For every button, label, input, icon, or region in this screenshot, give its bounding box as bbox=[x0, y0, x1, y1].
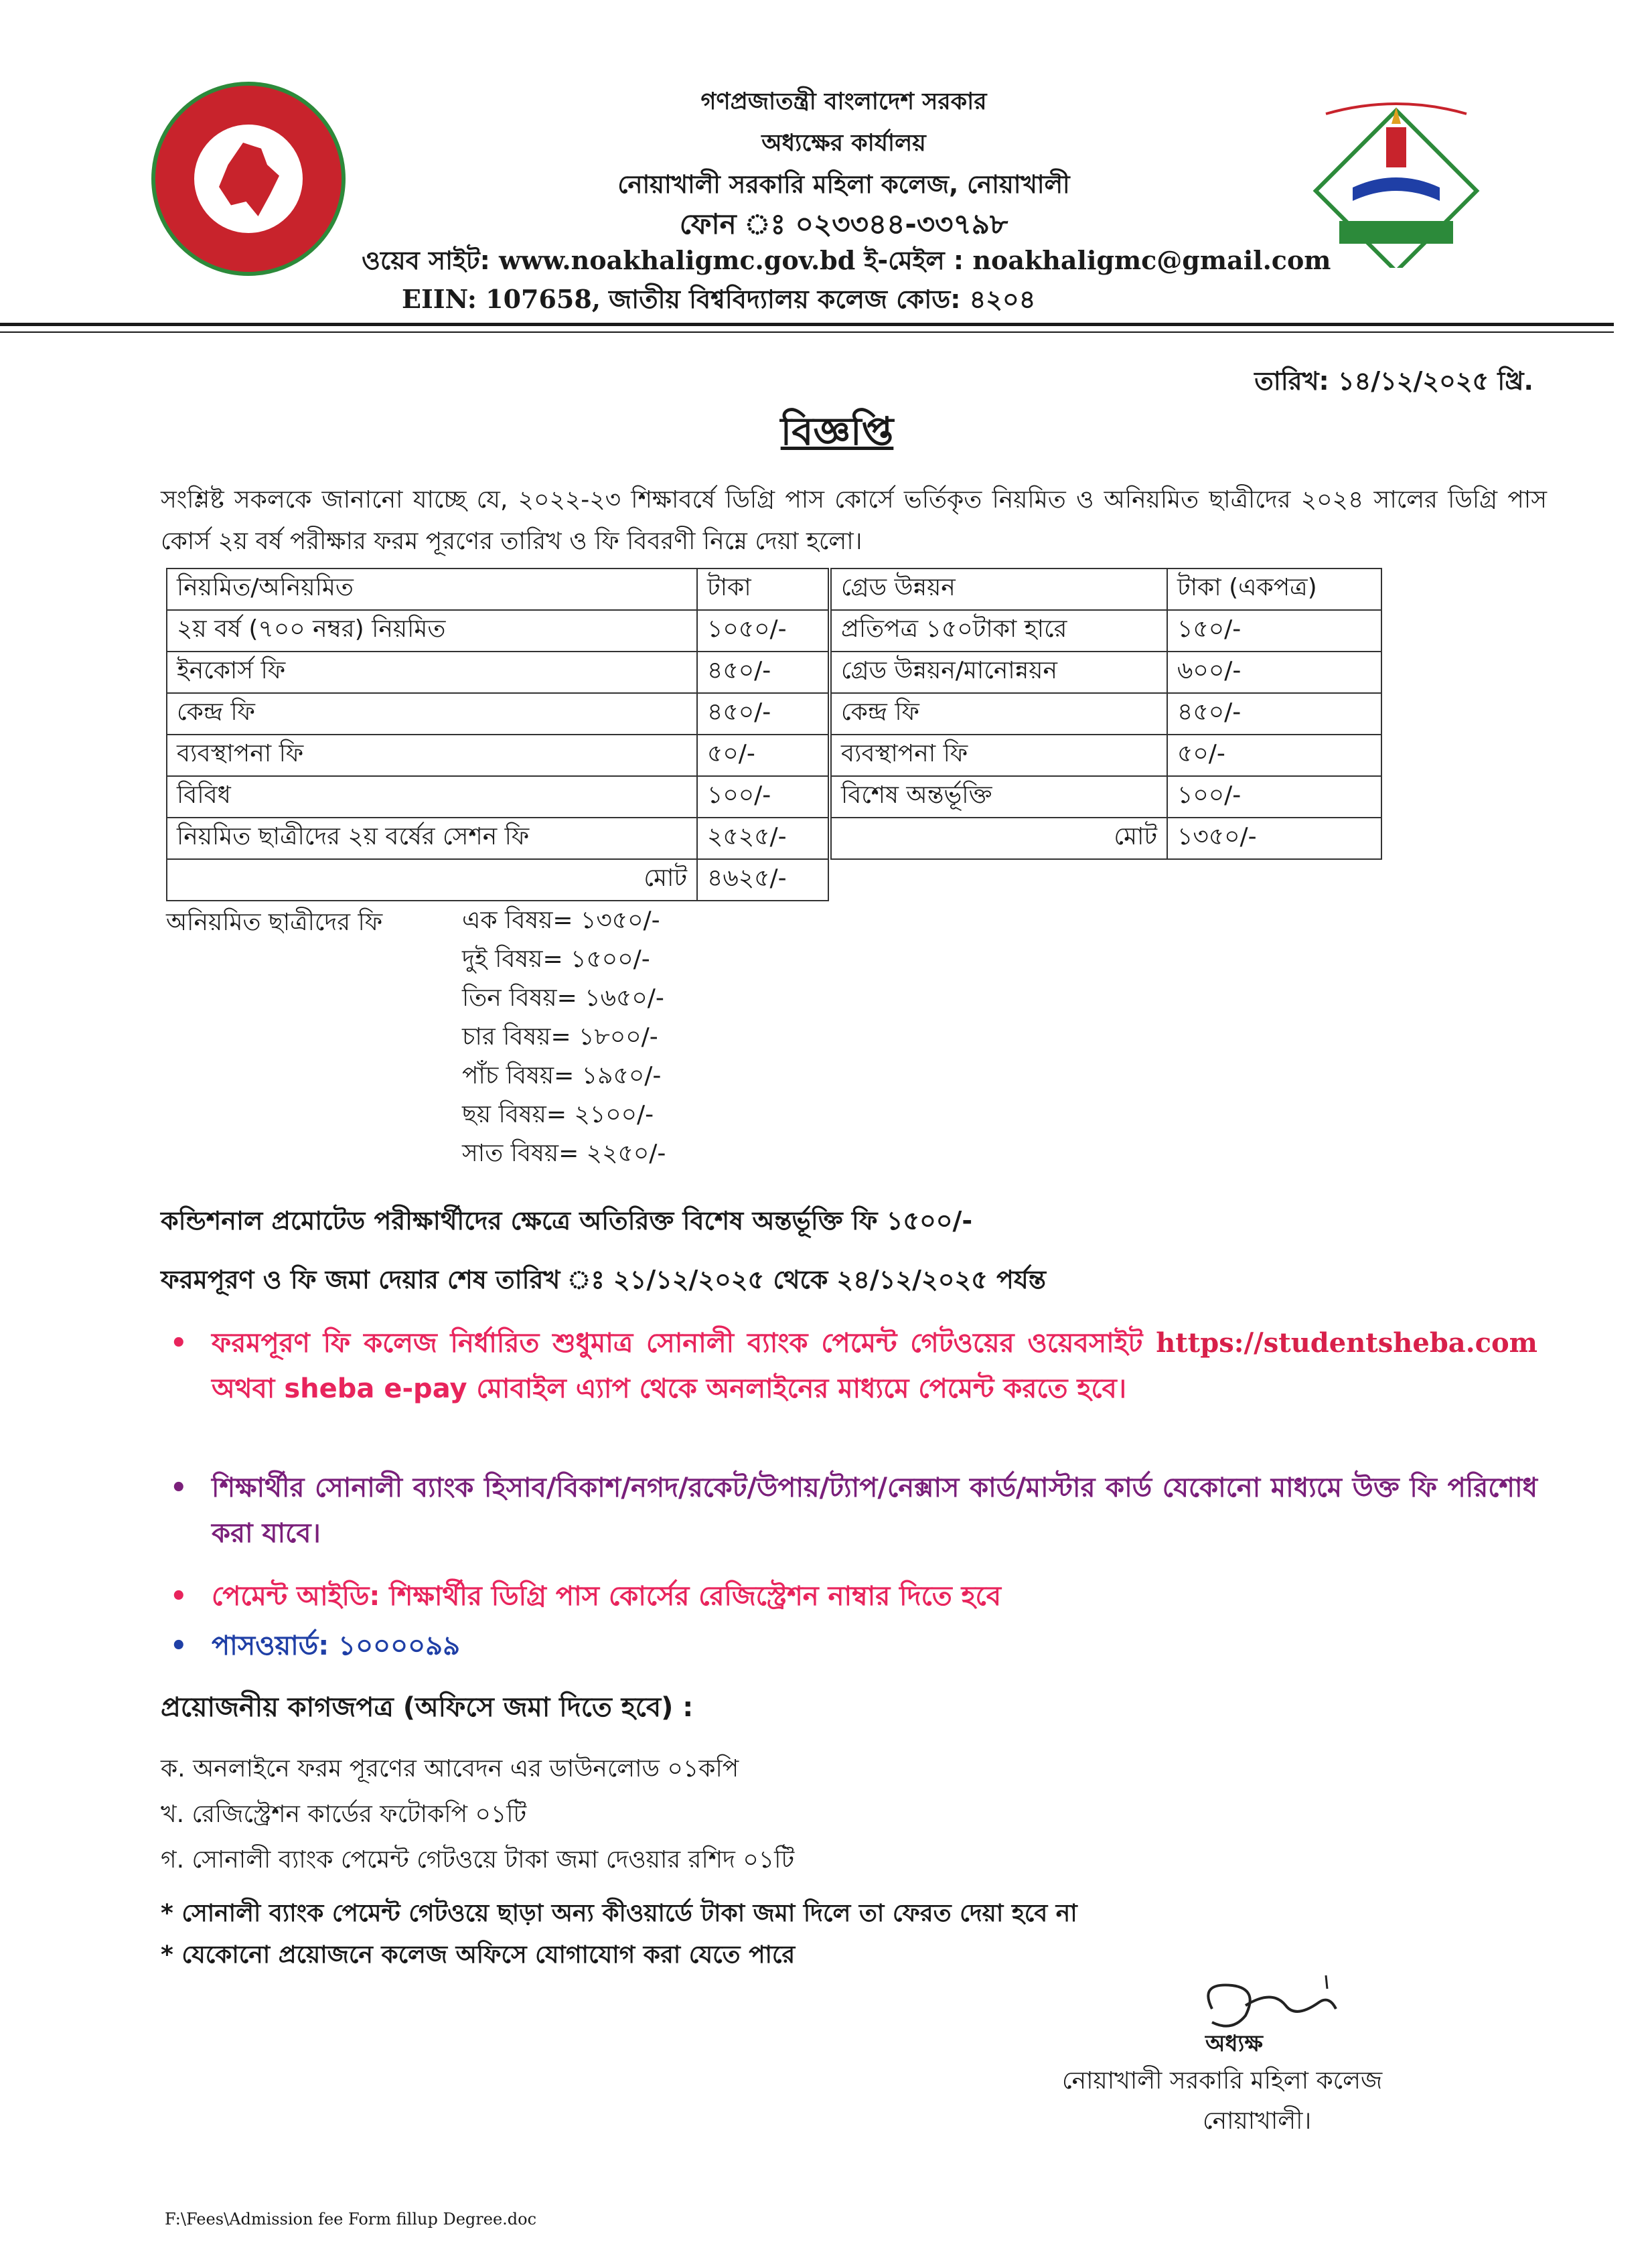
regular-fee-table bbox=[166, 568, 829, 901]
government-seal-logo bbox=[151, 82, 346, 276]
bullet-text: মোবাইল এ্যাপ থেকে অনলাইনের মাধ্যমে পেমেন্ট করতে হবে। bbox=[476, 1373, 1127, 1404]
table-cell: ব্যবস্থাপনা ফি bbox=[167, 735, 697, 776]
table-cell: ৪৫০/- bbox=[1167, 693, 1381, 735]
total-value: ১৩৫০/- bbox=[1167, 818, 1381, 859]
list-item: তিন বিষয়= ১৬৫০/- bbox=[462, 984, 664, 1012]
table-cell: ৬০০/- bbox=[1167, 652, 1381, 693]
nu-code: জাতীয় বিশ্ববিদ্যালয় কলেজ কোড: ৪২০৪ bbox=[609, 285, 1036, 314]
list-item: চার বিষয়= ১৮০০/- bbox=[462, 1023, 658, 1051]
list-item: এক বিষয়= ১৩৫০/- bbox=[462, 907, 660, 934]
website-label: ওয়েব সাইট: bbox=[362, 246, 490, 275]
table-cell: কেন্দ্র ফি bbox=[167, 693, 697, 735]
table-total-row bbox=[831, 818, 1381, 859]
table-cell: ১০০/- bbox=[1167, 776, 1381, 818]
table-row bbox=[831, 693, 1381, 735]
signatory-college: নোয়াখালী সরকারি মহিলা কলেজ bbox=[1062, 2067, 1383, 2095]
header-divider-thin bbox=[0, 331, 1614, 333]
file-path-footer: F:\Fees\Admission fee Form fillup Degree.doc bbox=[165, 2210, 537, 2229]
table-cell: ১৫০/- bbox=[1167, 610, 1381, 652]
table-header: নিয়মিত/অনিয়মিত bbox=[167, 569, 697, 610]
website-link[interactable]: www.noakhaligmc.gov.bd bbox=[499, 245, 856, 275]
list-item: সাত বিষয়= ২২৫০/- bbox=[462, 1140, 666, 1167]
list-item: পাঁচ বিষয়= ১৯৫০/- bbox=[462, 1062, 662, 1089]
total-value: ৪৬২৫/- bbox=[697, 859, 828, 901]
grade-improvement-table bbox=[830, 568, 1382, 860]
header-college: নোয়াখালী সরকারি মহিলা কলেজ, নোয়াখালী bbox=[617, 170, 1070, 199]
table-cell: ১০০/- bbox=[697, 776, 828, 818]
irregular-fee-label: অনিয়মিত ছাত্রীদের ফি bbox=[166, 909, 383, 936]
documents-title: প্রয়োজনীয় কাগজপত্র (অফিসে জমা দিতে হবে) : bbox=[161, 1692, 694, 1723]
table-cell: ২য় বর্ষ (৭০০ নম্বর) নিয়মিত bbox=[167, 610, 697, 652]
studentsheba-link[interactable]: https://studentsheba.com bbox=[1156, 1327, 1537, 1359]
table-cell: ইনকোর্স ফি bbox=[167, 652, 697, 693]
signatory-title: অধ্যক্ষ bbox=[1205, 2030, 1263, 2057]
table-cell: প্রতিপত্র ১৫০টাকা হারে bbox=[831, 610, 1167, 652]
header-office: অধ্যক্ষের কার্যালয় bbox=[761, 130, 926, 157]
list-item: খ. রেজিস্ট্রেশন কার্ডের ফটোকপি ০১টি bbox=[161, 1801, 527, 1828]
table-cell: কেন্দ্র ফি bbox=[831, 693, 1167, 735]
table-cell: ব্যবস্থাপনা ফি bbox=[831, 735, 1167, 776]
table-row bbox=[167, 693, 828, 735]
table-cell: ১০৫০/- bbox=[697, 610, 828, 652]
bullet-text: অথবা bbox=[212, 1373, 275, 1404]
email-label: ই-মেইল : bbox=[864, 246, 964, 275]
eiin-label: EIIN: 107658, bbox=[402, 284, 601, 314]
table-row bbox=[831, 610, 1381, 652]
contact-note: * যেকোনো প্রয়োজনে কলেজ অফিসে যোগাযোগ করা যেতে পারে bbox=[161, 1941, 796, 1969]
table-header-row bbox=[167, 569, 828, 610]
payment-methods-bullet: • শিক্ষার্থীর সোনালী ব্যাংক হিসাব/বিকাশ/নগদ/রকেট/উপায়/ট্যাপ/নেক্সাস কার্ড/মাস্টার কার্ড যেকোনো মাধ্যমে উক্ত ফি পরিশোধ করা যাবে। bbox=[212, 1465, 1537, 1556]
table-cell: ৫০/- bbox=[697, 735, 828, 776]
email-link[interactable]: noakhaligmc@gmail.com bbox=[972, 245, 1331, 275]
notice-date: তারিখ: ১৪/১২/২০২৫ খ্রি. bbox=[1254, 366, 1533, 396]
table-row bbox=[167, 610, 828, 652]
table-cell: বিশেষ অন্তর্ভূক্তি bbox=[831, 776, 1167, 818]
total-label: মোট bbox=[167, 859, 697, 901]
signatory-place: নোয়াখালী। bbox=[1203, 2107, 1312, 2135]
table-row bbox=[831, 735, 1381, 776]
list-item: দুই বিষয়= ১৫০০/- bbox=[462, 946, 650, 973]
table-row bbox=[167, 652, 828, 693]
header-divider bbox=[0, 323, 1614, 326]
list-item: গ. সোনালী ব্যাংক পেমেন্ট গেটওয়ে টাকা জমা দেওয়ার রশিদ ০১টি bbox=[161, 1846, 795, 1874]
header-contact bbox=[362, 241, 1353, 284]
app-name: sheba e-pay bbox=[284, 1373, 467, 1404]
table-cell: ২৫২৫/- bbox=[697, 818, 828, 859]
header-codes bbox=[402, 280, 1272, 323]
total-label: মোট bbox=[831, 818, 1167, 859]
table-cell: ৫০/- bbox=[1167, 735, 1381, 776]
table-header: টাকা bbox=[697, 569, 828, 610]
deadline-note: ফরমপূরণ ও ফি জমা দেয়ার শেষ তারিখ ঃ ২১/১২/২০২৫ থেকে ২৪/১২/২০২৫ পর্যন্ত bbox=[161, 1265, 1046, 1294]
conditional-note: কন্ডিশনাল প্রমোটেড পরীক্ষার্থীদের ক্ষেত্রে অতিরিক্ত বিশেষ অন্তর্ভূক্তি ফি ১৫০০/- bbox=[161, 1206, 973, 1235]
table-header-row bbox=[831, 569, 1381, 610]
list-item: ছয় বিষয়= ২১০০/- bbox=[462, 1101, 654, 1128]
bullet-text: ফরমপূরণ ফি কলেজ নির্ধারিত শুধুমাত্র সোনালী ব্যাংক পেমেন্ট গেটওয়ের ওয়েবসাইট bbox=[212, 1328, 1143, 1359]
table-row bbox=[167, 818, 828, 859]
table-row bbox=[831, 652, 1381, 693]
table-cell: বিবিধ bbox=[167, 776, 697, 818]
table-row bbox=[167, 735, 828, 776]
table-cell: ৪৫০/- bbox=[697, 652, 828, 693]
table-cell: ৪৫০/- bbox=[697, 693, 828, 735]
irregular-fee-list bbox=[462, 901, 666, 1173]
table-cell: গ্রেড উন্নয়ন/মানোন্নয়ন bbox=[831, 652, 1167, 693]
table-cell: নিয়মিত ছাত্রীদের ২য় বর্ষের সেশন ফি bbox=[167, 818, 697, 859]
payment-bullet bbox=[212, 1320, 1537, 1412]
notice-intro: সংশ্লিষ্ট সকলকে জানানো যাচ্ছে যে, ২০২২-২৩ শিক্ষাবর্ষে ডিগ্রি পাস কোর্সে ভর্তিকৃত নিয়মিত ও অনিয়মিত ছাত্রীদের ২০২৪ সালের ডিগ্রি পাস কোর্স ২য় বর্ষ পরীক্ষার ফরম পূরণের তারিখ ও ফি বিবরণী নিম্নে দেয়া হলো। bbox=[161, 486, 1547, 555]
table-header: টাকা (একপত্র) bbox=[1167, 569, 1381, 610]
payment-id-bullet: • পেমেন্ট আইডি: শিক্ষার্থীর ডিগ্রি পাস কোর্সের রেজিস্ট্রেশন নাম্বার দিতে হবে bbox=[212, 1574, 1537, 1619]
table-header: গ্রেড উন্নয়ন bbox=[831, 569, 1167, 610]
table-row bbox=[831, 776, 1381, 818]
header-phone: ফোন ঃ ০২৩৩৪৪-৩৩৭৯৮ bbox=[679, 208, 1008, 240]
table-total-row bbox=[167, 859, 828, 901]
warning-note: * সোনালী ব্যাংক পেমেন্ট গেটওয়ে ছাড়া অন্য কীওয়ার্ডে টাকা জমা দিলে তা ফেরত দেয়া হবে না bbox=[161, 1900, 1077, 1927]
password-bullet: • পাসওয়ার্ড: ১০০০০৯৯ bbox=[212, 1623, 1537, 1669]
header-government: গণপ্রজাতন্ত্রী বাংলাদেশ সরকার bbox=[700, 88, 987, 115]
notice-title: বিজ্ঞপ্তি bbox=[780, 408, 894, 454]
list-item: ক. অনলাইনে ফরম পূরণের আবেদন এর ডাউনলোড ০১কপি bbox=[161, 1755, 739, 1783]
table-row bbox=[167, 776, 828, 818]
